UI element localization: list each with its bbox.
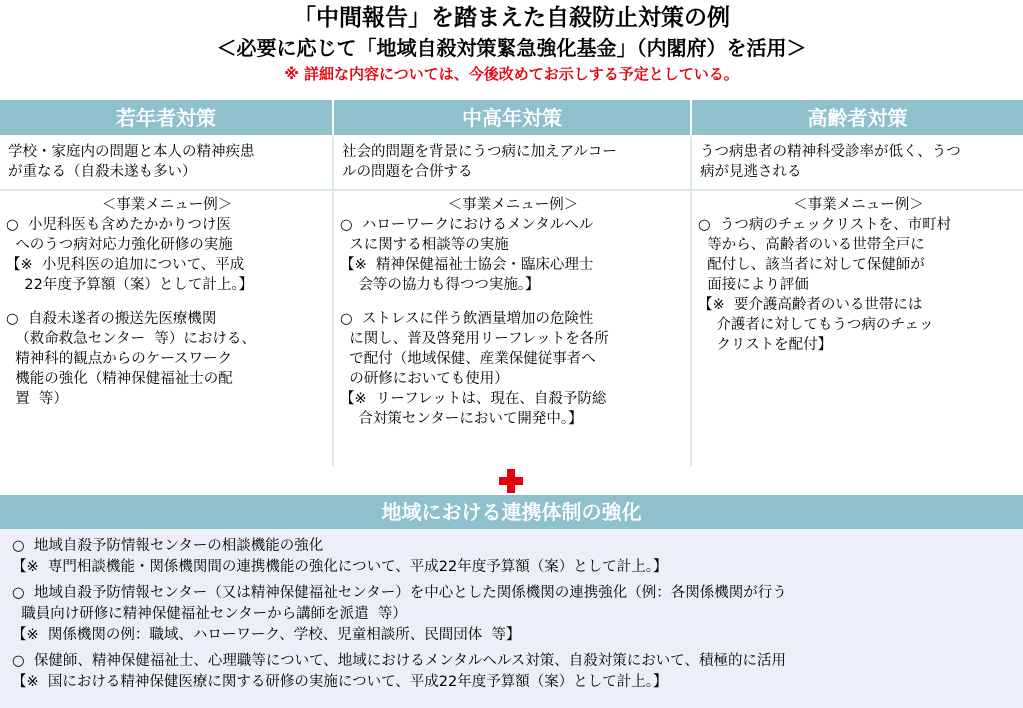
cooperation-heading: 地域における連携体制の強化 <box>0 495 1023 529</box>
menu-line: で配付（地域保健、産業保健従事者へ <box>340 351 596 367</box>
menu-line: 22年度予算額（案）として計上。】 <box>6 277 254 293</box>
plus-icon <box>497 467 525 495</box>
desc-line: うつ病患者の精神科受診率が低く、うつ <box>700 144 961 160</box>
menu-line: 【※ 精神保健福祉士協会・臨床心理士 <box>340 257 594 273</box>
cooperation-panel <box>0 529 1023 708</box>
menu-cell-elderly <box>692 189 1023 466</box>
menu-cell-middle-aged <box>334 189 692 466</box>
cooperation-line: 【※ 専門相談機能・関係機関間の連携機能の強化について、平成22年度予算額（案）として計上。】 <box>12 559 668 575</box>
cooperation-line: ○ 保健師、精神保健福祉士、心理職等について、地域におけるメンタルヘルス対策、自殺対策において、積極的に活用 <box>12 653 786 669</box>
menu-line: ○ ストレスに伴う飲酒量増加の危険性 <box>340 311 594 327</box>
menu-line: に関し、普及啓発用リーフレットを各所 <box>340 331 609 347</box>
cooperation-line: ○ 地域自殺予防情報センターの相談機能の強化 <box>12 538 324 554</box>
menu-line: ○ 小児科医も含めたかかりつけ医 <box>6 217 231 233</box>
desc-line: 病が見逃される <box>700 164 802 180</box>
column-desc-middle-aged <box>334 137 692 189</box>
measures-table <box>0 100 1023 466</box>
menu-line: ○ ハローワークにおけるメンタルヘル <box>340 217 594 233</box>
menu-title: ＜事業メニュー例＞ <box>447 197 579 213</box>
menu-line: 会等の協力も得つつ実施。】 <box>340 277 540 293</box>
menu-line: 配付し、該当者に対して保健師が <box>698 257 925 273</box>
column-desc-youth <box>0 137 334 189</box>
desc-line: 学校・家庭内の問題と本人の精神疾患 <box>8 144 255 160</box>
menu-line: 【※ リーフレットは、現在、自殺予防総 <box>340 391 607 407</box>
cooperation-line: 【※ 国における精神保健医療に関する研修の実施について、平成22年度予算額（案）として計上。】 <box>12 674 668 690</box>
cooperation-line: ○ 地域自殺予防情報センター（又は精神保健福祉センター）を中心とした関係機関の連携強化（例：各関係機関が行う <box>12 585 787 601</box>
cooperation-line: 職員向け研修に精神保健福祉センターから講師を派遣 等） <box>12 606 407 622</box>
column-header-elderly: 高齢者対策 <box>692 100 1023 137</box>
menu-line: 精神科的観点からのケースワーク <box>6 351 232 367</box>
cooperation-line: 【※ 関係機関の例：職域、ハローワーク、学校、児童相談所、民間団体 等】 <box>12 627 521 643</box>
menu-line: 【※ 要介護高齢者のいる世帯には <box>698 297 923 313</box>
desc-line: が重なる（自殺未遂も多い） <box>8 164 197 180</box>
menu-line: 【※ 小児科医の追加について、平成 <box>6 257 245 273</box>
note-text: ※ 詳細な内容については、今後改めてお示しする予定としている。 <box>284 65 739 83</box>
menu-line: スに関する相談等の実施 <box>340 237 509 253</box>
column-desc-elderly <box>692 137 1023 189</box>
menu-line: へのうつ病対応力強化研修の実施 <box>6 237 233 253</box>
menu-line: クリストを配付】 <box>698 337 833 353</box>
menu-line: の研修においても使用） <box>340 371 509 387</box>
menu-cell-youth <box>0 189 334 466</box>
menu-line: 面接により評価 <box>698 277 809 293</box>
column-header-middle-aged: 中高年対策 <box>334 100 692 137</box>
menu-line: 置 等） <box>6 391 68 407</box>
menu-line: （救命救急センター 等）における、 <box>6 331 256 347</box>
menu-line: ○ 自殺未遂者の搬送先医療機関 <box>6 311 217 327</box>
menu-line: 介護者に対してもうつ病のチェッ <box>698 317 934 333</box>
column-header-youth: 若年者対策 <box>0 100 334 137</box>
menu-line: 機能の強化（精神保健福祉士の配 <box>6 371 233 387</box>
page-subtitle: ＜必要に応じて「地域自殺対策緊急強化基金」（内閣府）を活用＞ <box>216 36 807 60</box>
menu-title: ＜事業メニュー例＞ <box>101 197 233 213</box>
page-title: 「中間報告」を踏まえた自殺防止対策の例 <box>293 5 730 31</box>
menu-line: 等から、高齢者のいる世帯全戸に <box>698 237 925 253</box>
desc-line: ルの問題を合併する <box>342 164 473 180</box>
menu-line: 合対策センターにおいて開発中。】 <box>340 411 583 427</box>
menu-line: ○ うつ病のチェックリストを、市町村 <box>698 217 952 233</box>
menu-title: ＜事業メニュー例＞ <box>793 197 924 213</box>
desc-line: 社会的問題を背景にうつ病に加えアルコー <box>342 144 617 160</box>
